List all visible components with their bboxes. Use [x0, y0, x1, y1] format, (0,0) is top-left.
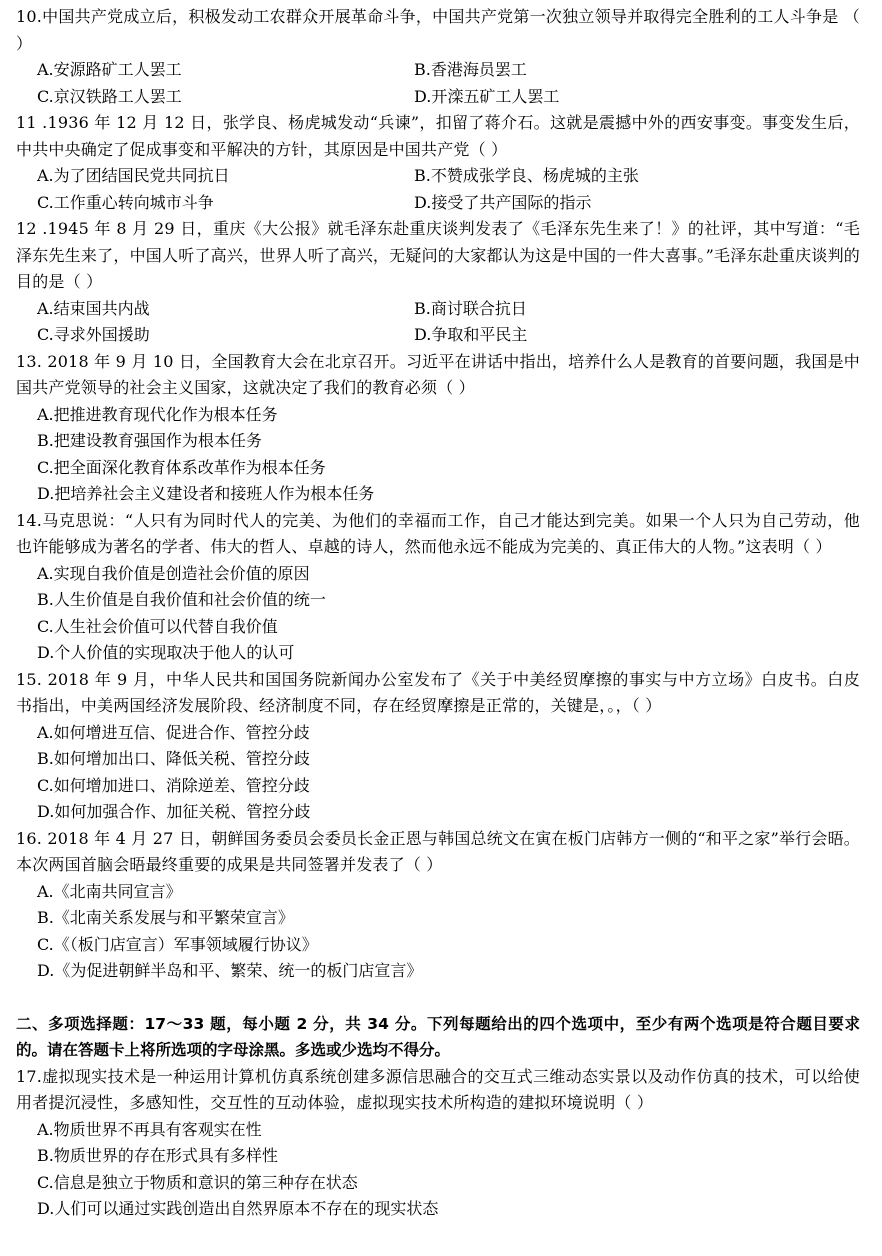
question-stem: 13. 2018 年 9 月 10 日，全国教育大会在北京召开。习近平在讲话中指出，培养什么人是教育的首要问题，我国是中国共产党领导的社会主义国家，这就决定了我们的教育必须（ ） [16, 351, 860, 397]
option-c: C.如何增加进口、消除逆差、管控分歧 [37, 775, 310, 795]
option-b: B.物质世界的存在形式具有多样性 [37, 1146, 278, 1165]
option-a: A.如何增进互信、促进合作、管控分歧 [37, 722, 310, 742]
options-list [16, 561, 860, 667]
option-d: D.《为促进朝鲜半岛和平、繁荣、统一的板门店宣言》 [37, 961, 423, 980]
option-b: B.不赞成张学良、杨虎城的主张 [414, 166, 639, 185]
question-15 [16, 667, 860, 826]
options-list [16, 402, 860, 508]
option-b: B.把建设教育强国作为根本任务 [37, 431, 262, 450]
option-d: D.接受了共产国际的指示 [414, 192, 592, 212]
options-list [16, 1117, 860, 1223]
question-stem: 12 .1945 年 8 月 29 日，重庆《大公报》就毛泽东赴重庆谈判发表了《毛泽东先生来了！》的社评，其中写道：“毛泽东先生来了，中国人听了高兴，世界人听了高兴，无疑问的大家都认为这是中国的一件大喜事。”毛泽东赴重庆谈判的目的是（ ） [16, 219, 860, 291]
options-grid [16, 57, 860, 110]
question-stem: 14.马克思说：“人只有为同时代人的完美、为他们的幸福而工作，自己才能达到完美。如果一个人只为自己劳动，他也许能够成为著名的学者、伟大的哲人、卓越的诗人，然而他永远不能成为完美的、真正伟大的人物。”这表明（ ） [16, 510, 860, 556]
question-stem: 11 .1936 年 12 月 12 日，张学良、杨虎城发动“兵谏”，扣留了蒋介石。这就是震撼中外的西安事变。事变发生后，中共中央确定了促成事变和平解决的方针，其原因是中国共产党（ ） [16, 113, 860, 159]
option-d: D.把培养社会主义建设者和接班人作为根本任务 [37, 484, 375, 503]
option-a: A.安源路矿工人罢工 [37, 60, 182, 79]
options-list [16, 720, 860, 826]
question-14 [16, 508, 860, 667]
option-b: B.《北南关系发展与和平繁荣宣言》 [37, 908, 294, 927]
option-a: A.《北南共同宣言》 [37, 881, 182, 901]
option-c: C.人生社会价值可以代替自我价值 [37, 616, 278, 636]
question-17 [16, 1064, 860, 1223]
option-d: D.如何加强合作、加征关税、管控分歧 [37, 802, 311, 821]
option-c: C.把全面深化教育体系改革作为根本任务 [37, 457, 326, 477]
option-a: A.实现自我价值是创造社会价值的原因 [37, 563, 310, 583]
option-d: D.个人价值的实现取决于他人的认可 [37, 643, 295, 662]
question-stem: 10.中国共产党成立后，积极发动工农群众开展革命斗争，中国共产党第一次独立领导并取得完全胜利的工人斗争是 （ ） [16, 7, 860, 53]
question-stem: 16. 2018 年 4 月 27 日，朝鲜国务委员会委员长金正恩与韩国总统文在寅在板门店韩方一侧的“和平之家”举行会晤。本次两国首脑会晤最终重要的成果是共同签署并发表了（ ） [16, 828, 860, 874]
question-13 [16, 349, 860, 508]
option-a: A.结束国共内战 [37, 298, 150, 318]
option-a: A.为了团结国民党共同抗日 [37, 166, 230, 185]
question-12 [16, 216, 860, 349]
option-a: A.把推进教育现代化作为根本任务 [37, 404, 278, 424]
option-c: C.信息是独立于物质和意识的第三种存在状态 [37, 1172, 358, 1192]
options-list [16, 879, 860, 985]
option-a: A.物质世界不再具有客观实在性 [37, 1119, 262, 1139]
option-c: C.《（板门店宣言）军事领域履行协议》 [37, 934, 318, 954]
options-grid [16, 163, 860, 216]
option-d: D.开滦五矿工人罢工 [414, 86, 560, 106]
option-b: B.香港海员罢工 [414, 60, 527, 79]
options-grid [16, 296, 860, 349]
option-c: C.京汉铁路工人罢工 [37, 86, 182, 106]
question-stem: 17.虚拟现实技术是一种运用计算机仿真系统创建多源信思融合的交互式三维动态实景以及动作仿真的技术，可以给使用者提沉浸性，多感知性，交互性的互动体验，虚拟现实技术所构造的建拟环境说明（ ） [16, 1066, 860, 1112]
option-b: B.人生价值是自我价值和社会价值的统一 [37, 590, 326, 609]
section-spacer [16, 985, 860, 1011]
option-d: D.人们可以通过实践创造出自然界原本不存在的现实状态 [37, 1199, 439, 1218]
section-heading: 二、多项选择题：17～33 题，每小题 2 分，共 34 分。下列每题给出的四个选项中，至少有两个选项是符合题目要求的。请在答题卡上将所选项的字母涂黑。多选或少选均不得分。 [16, 1014, 860, 1059]
question-16 [16, 826, 860, 985]
option-c: C.工作重心转向城市斗争 [37, 192, 214, 212]
option-b: B.如何增加出口、降低关税、管控分歧 [37, 749, 310, 768]
option-d: D.争取和平民主 [414, 325, 528, 344]
option-b: B.商讨联合抗日 [414, 298, 527, 318]
option-c: C.寻求外国援助 [37, 325, 150, 344]
question-11 [16, 110, 860, 216]
question-10 [16, 4, 860, 110]
question-stem: 15. 2018 年 9 月，中华人民共和国国务院新闻办公室发布了《关于中美经贸摩擦的事实与中方立场》白皮书。白皮书指出，中美两国经济发展阶段、经济制度不同，存在经贸摩擦是正常的，关键是，。，（ ） [16, 669, 860, 715]
